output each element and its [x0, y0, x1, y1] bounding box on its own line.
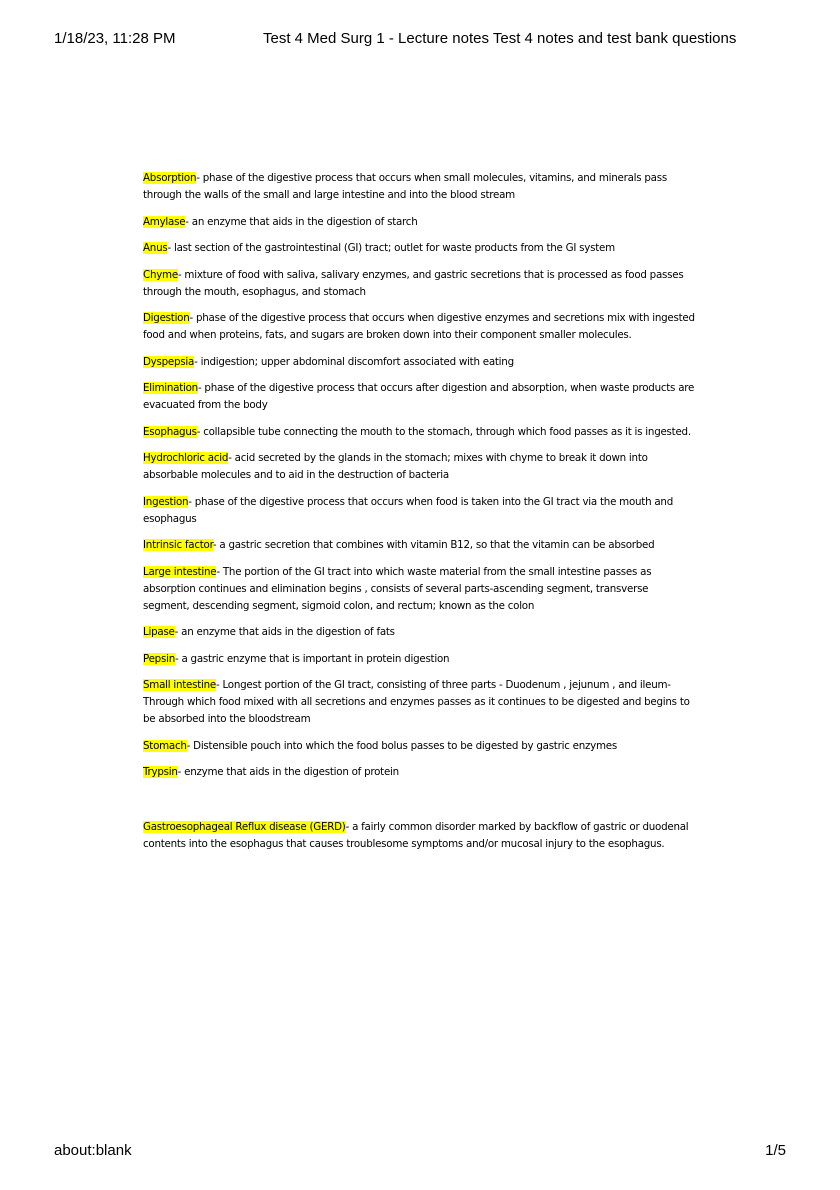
- term-highlight: Esophagus: [143, 425, 197, 438]
- definition-text: - Distensible pouch into which the food bolus passes to be digested by gastric enzymes: [186, 739, 617, 752]
- term-highlight: Gastroesophageal Reflux disease (GERD): [143, 820, 346, 833]
- term-highlight: Absorption: [143, 172, 197, 184]
- definition-stomach: [143, 738, 695, 755]
- definition-digestion: [143, 310, 695, 344]
- term-highlight: Stomach: [143, 739, 187, 752]
- page-number: 1/5: [765, 1142, 786, 1159]
- definition-text: - collapsible tube connecting the mouth to the stomach, through which food passes as it is ingested.: [196, 425, 691, 438]
- glossary-content: [143, 170, 695, 862]
- definition-text: - acid secreted by the glands in the stomach; mixes with chyme to break it down into absorbable molecules and to aid in the destruction of bacteria: [143, 452, 648, 481]
- definition-text: - last section of the gastrointestinal (GI) tract; outlet for waste products from the GI system: [167, 242, 615, 254]
- term-highlight: Elimination: [143, 382, 198, 394]
- definition-text: - indigestion; upper abdominal discomfort associated with eating: [194, 355, 514, 368]
- definition-text: - a gastric enzyme that is important in protein digestion: [174, 652, 450, 665]
- term-highlight: Trypsin: [143, 766, 178, 778]
- term-highlight: Hydrochloric acid: [143, 452, 229, 464]
- definition-trypsin: [143, 764, 695, 781]
- print-footer: [0, 1142, 840, 1164]
- term-highlight: Digestion: [143, 312, 190, 324]
- definition-intrinsic-factor: [143, 537, 695, 554]
- term-highlight: Amylase: [143, 215, 186, 228]
- definition-anus: [143, 240, 695, 257]
- print-header: [0, 30, 840, 52]
- term-highlight: Small intestine: [143, 679, 217, 691]
- definition-chyme: [143, 267, 695, 301]
- definition-text: - phase of the digestive process that occurs when digestive enzymes and secretions mix with ingested food and when proteins, fats, and sugars are broken down into their component smaller molecules.: [143, 312, 695, 341]
- term-highlight: Chyme: [143, 268, 178, 281]
- definition-text: - enzyme that aids in the digestion of protein: [177, 766, 399, 778]
- definition-elimination: [143, 380, 695, 414]
- term-highlight: Anus: [143, 242, 168, 254]
- definition-large-intestine: [143, 564, 695, 615]
- print-date: 1/18/23, 11:28 PM: [54, 30, 176, 47]
- term-highlight: Lipase: [143, 626, 175, 638]
- definition-text: - phase of the digestive process that occurs when small molecules, vitamins, and minerals pass through the walls of the small and large intestine and into the blood stream: [143, 172, 667, 201]
- page-url: about:blank: [54, 1142, 132, 1159]
- definition-dyspepsia: [143, 354, 695, 371]
- definition-small-intestine: [143, 677, 695, 728]
- definition-esophagus: [143, 424, 695, 441]
- definition-lipase: [143, 624, 695, 641]
- definition-text: - an enzyme that aids in the digestion of fats: [174, 626, 395, 638]
- section-gap: [143, 791, 695, 819]
- definition-pepsin: [143, 651, 695, 668]
- definition-absorption: [143, 170, 695, 204]
- definition-text: - a gastric secretion that combines with vitamin B12, so that the vitamin can be absorbed: [212, 539, 655, 551]
- definition-gerd: [143, 819, 695, 853]
- definition-text: - a fairly common disorder marked by backflow of gastric or duodenal contents into the esophagus that causes troublesome symptoms and/or mucosal injury to the esophagus.: [143, 820, 689, 850]
- definition-amylase: [143, 214, 695, 231]
- term-highlight: Pepsin: [143, 652, 175, 665]
- definition-ingestion: [143, 494, 695, 528]
- definition-text: - phase of the digestive process that occurs when food is taken into the GI tract via the mouth and esophagus: [143, 495, 673, 525]
- definition-hydrochloric-acid: [143, 450, 695, 484]
- definition-text: - Longest portion of the GI tract, consisting of three parts - Duodenum , jejunum , and ileum- Through which food mixed with all secretions and enzymes passes as it continues to be digested and begins to be absorbed into the bloodstream: [143, 679, 690, 725]
- document-title: Test 4 Med Surg 1 - Lecture notes Test 4 notes and test bank questions: [263, 30, 737, 47]
- definition-text: - The portion of the GI tract into which waste material from the small intestine passes as absorption continues and elimination begins , consists of several parts-ascending segment, transverse segment, descending segment, sigmoid colon, and rectum; known as the colon: [143, 565, 652, 612]
- term-highlight: Ingestion: [143, 495, 189, 508]
- definition-text: - phase of the digestive process that occurs after digestion and absorption, when waste products are evacuated from the body: [143, 382, 695, 411]
- term-highlight: Dyspepsia: [143, 355, 195, 368]
- term-highlight: Large intestine: [143, 565, 217, 578]
- definition-text: - mixture of food with saliva, salivary enzymes, and gastric secretions that is processed as food passes through the mouth, esophagus, and stomach: [143, 268, 684, 298]
- term-highlight: Intrinsic factor: [143, 539, 213, 551]
- definition-text: - an enzyme that aids in the digestion of starch: [185, 215, 418, 228]
